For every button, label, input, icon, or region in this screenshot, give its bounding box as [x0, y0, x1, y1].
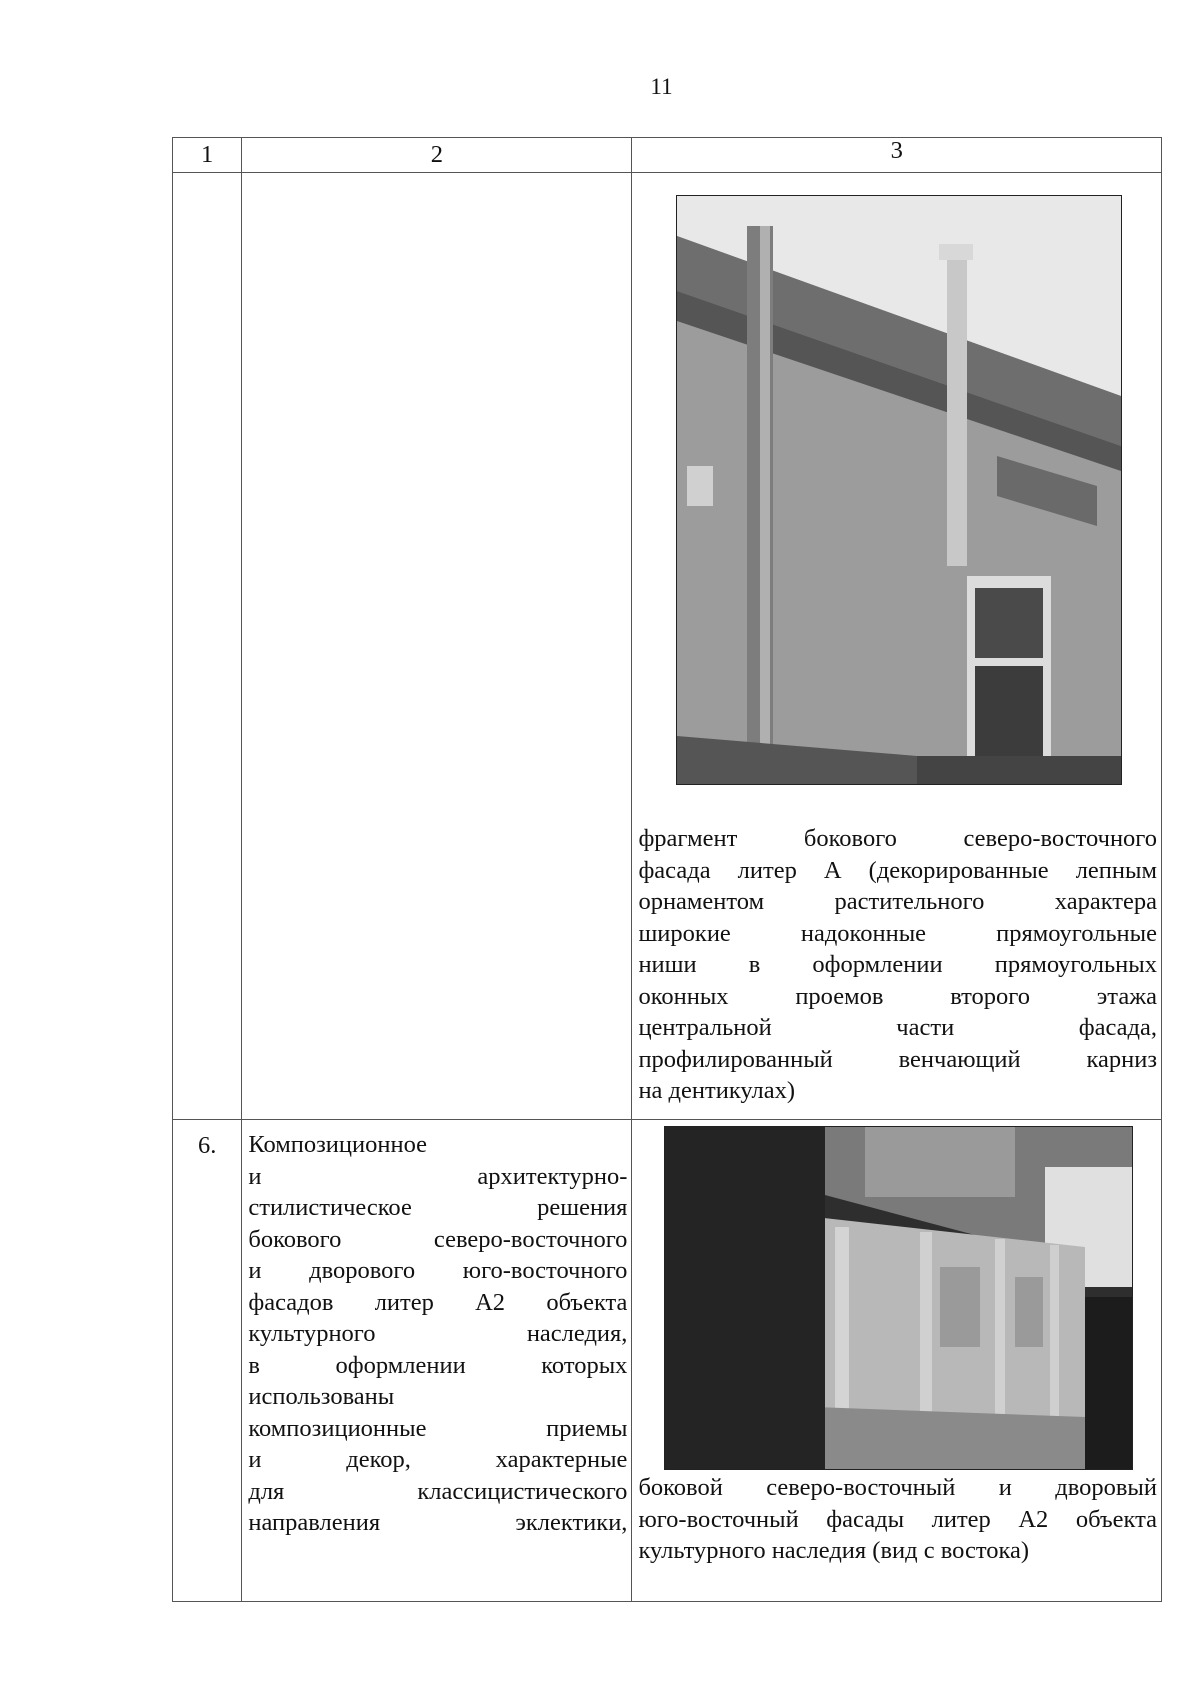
description-line: в оформлении которых [248, 1351, 628, 1379]
row2-illustration-cell [632, 1120, 1162, 1602]
row2-photo-caption [632, 1472, 1161, 1567]
caption-line: культурного наследия (вид с востока) [638, 1537, 1030, 1564]
facade-east-view-photo [664, 1126, 1133, 1470]
description-line: и декор, характерные [248, 1446, 628, 1473]
description-line: стилистическое решения [248, 1194, 628, 1221]
description-line: Композиционное [248, 1131, 428, 1158]
table-header-row [173, 138, 1162, 173]
description-line: и дворового юго-восточного [248, 1257, 628, 1284]
caption-line: центральной части фасада, [638, 1014, 1157, 1041]
description-line: использованы [248, 1383, 395, 1410]
row1-photo-caption [632, 823, 1161, 1107]
row2-description-cell [242, 1120, 632, 1602]
description-line: направления эклектики, [248, 1509, 628, 1536]
header-col-3: 3 [632, 138, 1162, 173]
caption-line: фасада литер А (декорированные лепным [638, 856, 1157, 884]
row1-description-cell [242, 173, 632, 1120]
description-line: бокового северо-восточного [248, 1225, 628, 1253]
header-col-1: 1 [173, 138, 242, 173]
header-col-2: 2 [242, 138, 632, 173]
caption-line: оконных проемов второго этажа [638, 982, 1157, 1010]
description-line: композиционные приемы [248, 1414, 628, 1442]
table-row [173, 1120, 1162, 1602]
description-line: для классицистического [248, 1477, 628, 1505]
row2-number-cell: 6. [173, 1120, 242, 1602]
description-line: и архитектурно- [248, 1162, 628, 1190]
row1-illustration-cell [632, 173, 1162, 1120]
description-line: фасадов литер А2 объекта [248, 1288, 628, 1316]
caption-line: на дентикулах) [638, 1077, 796, 1104]
caption-line: широкие надоконные прямоугольные [638, 919, 1157, 947]
heritage-table [172, 137, 1162, 1602]
row1-number-cell [173, 173, 242, 1120]
table-row [173, 173, 1162, 1120]
caption-line: юго-восточный фасады литер А2 объекта [638, 1505, 1157, 1533]
caption-line: фрагмент бокового северо-восточного [638, 825, 1157, 852]
caption-line: профилированный венчающий карниз [638, 1045, 1157, 1073]
page-number: 11 [650, 74, 673, 99]
facade-fragment-photo [676, 195, 1122, 785]
caption-line: боковой северо-восточный и дворовый [638, 1474, 1157, 1501]
description-line: культурного наследия, [248, 1320, 628, 1347]
caption-line: орнаментом растительного характера [638, 888, 1157, 915]
caption-line: ниши в оформлении прямоугольных [638, 951, 1157, 978]
